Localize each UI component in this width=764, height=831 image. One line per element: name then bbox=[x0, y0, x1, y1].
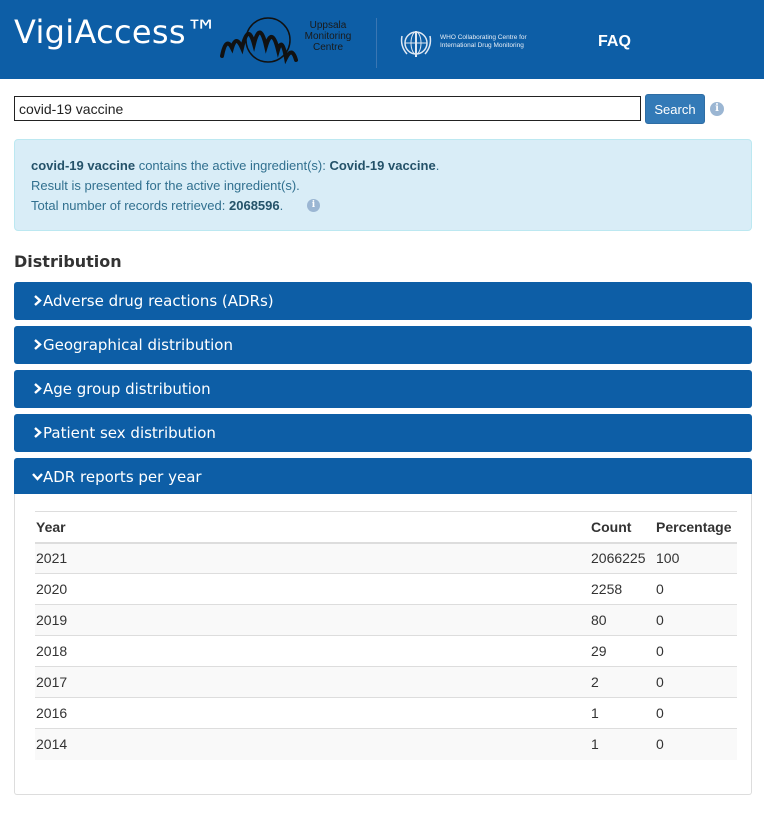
cell-percentage: 100 bbox=[655, 543, 737, 574]
reports-per-year-body bbox=[14, 494, 752, 795]
cell-year: 2018 bbox=[35, 636, 590, 667]
table-row bbox=[35, 543, 737, 574]
cell-percentage: 0 bbox=[655, 636, 737, 667]
table-header-row bbox=[35, 512, 737, 543]
summary-contains: contains the active ingredient(s): bbox=[138, 158, 326, 173]
panel-label: Geographical distribution bbox=[43, 336, 233, 354]
column-header-percentage: Percentage bbox=[655, 512, 737, 543]
summary-line-2: Result is presented for the active ingredient(s). bbox=[31, 178, 300, 193]
cell-count: 2066225 bbox=[590, 543, 655, 574]
cell-count: 1 bbox=[590, 729, 655, 760]
table-row bbox=[35, 667, 737, 698]
cell-year: 2019 bbox=[35, 605, 590, 636]
panel-patient-sex[interactable] bbox=[14, 414, 752, 452]
panel-label: Age group distribution bbox=[43, 380, 211, 398]
summary-total-value: 2068596 bbox=[229, 198, 280, 213]
column-header-year: Year bbox=[35, 512, 590, 543]
cell-count: 1 bbox=[590, 698, 655, 729]
total-info-icon[interactable]: i bbox=[307, 199, 320, 212]
table-row bbox=[35, 574, 737, 605]
reports-table bbox=[35, 511, 737, 760]
chevron-right-icon bbox=[32, 383, 43, 394]
table-row bbox=[35, 729, 737, 760]
cell-count: 29 bbox=[590, 636, 655, 667]
who-text: WHO Collaborating Centre for International Drug Monitoring bbox=[440, 34, 527, 49]
cell-percentage: 0 bbox=[655, 667, 737, 698]
cell-year: 2017 bbox=[35, 667, 590, 698]
chevron-right-icon bbox=[32, 295, 43, 306]
panel-label: Adverse drug reactions (ADRs) bbox=[43, 292, 274, 310]
table-row bbox=[35, 605, 737, 636]
cell-year: 2016 bbox=[35, 698, 590, 729]
panel-adr[interactable] bbox=[14, 282, 752, 320]
summary-total-label: Total number of records retrieved: bbox=[31, 198, 226, 213]
search-input[interactable] bbox=[14, 96, 641, 121]
result-summary bbox=[14, 139, 752, 231]
panel-geographical[interactable] bbox=[14, 326, 752, 364]
summary-line-3: Total number of records retrieved: 2068596. i bbox=[31, 196, 735, 216]
table-row bbox=[35, 698, 737, 729]
cell-percentage: 0 bbox=[655, 574, 737, 605]
cell-year: 2021 bbox=[35, 543, 590, 574]
search-info-icon[interactable]: i bbox=[710, 102, 724, 116]
panel-label: ADR reports per year bbox=[43, 468, 202, 486]
distribution-title: Distribution bbox=[14, 252, 122, 271]
cell-year: 2020 bbox=[35, 574, 590, 605]
summary-query: covid-19 vaccine bbox=[31, 158, 136, 173]
header-divider bbox=[376, 18, 377, 68]
column-header-count: Count bbox=[590, 512, 655, 543]
summary-ingredient: Covid-19 vaccine bbox=[329, 158, 436, 173]
cell-percentage: 0 bbox=[655, 605, 737, 636]
chevron-right-icon bbox=[32, 427, 43, 438]
panel-adr-reports-per-year[interactable] bbox=[14, 458, 752, 496]
chevron-right-icon bbox=[32, 339, 43, 350]
who-emblem-icon bbox=[399, 28, 433, 58]
panel-label: Patient sex distribution bbox=[43, 424, 216, 442]
search-button[interactable]: Search bbox=[645, 94, 705, 124]
faq-link[interactable]: FAQ bbox=[598, 33, 631, 50]
panel-age-group[interactable] bbox=[14, 370, 752, 408]
cell-count: 2258 bbox=[590, 574, 655, 605]
summary-line-1: covid-19 vaccine contains the active ingredient(s): Covid-19 vaccine. bbox=[31, 158, 440, 173]
cell-count: 2 bbox=[590, 667, 655, 698]
table-row bbox=[35, 636, 737, 667]
cell-count: 80 bbox=[590, 605, 655, 636]
chevron-down-icon bbox=[32, 471, 43, 482]
umc-text: Uppsala Monitoring Centre bbox=[304, 20, 352, 53]
cell-percentage: 0 bbox=[655, 729, 737, 760]
top-bar bbox=[0, 0, 764, 79]
cell-year: 2014 bbox=[35, 729, 590, 760]
app-title[interactable]: VigiAccess™ bbox=[14, 13, 219, 51]
cell-percentage: 0 bbox=[655, 698, 737, 729]
